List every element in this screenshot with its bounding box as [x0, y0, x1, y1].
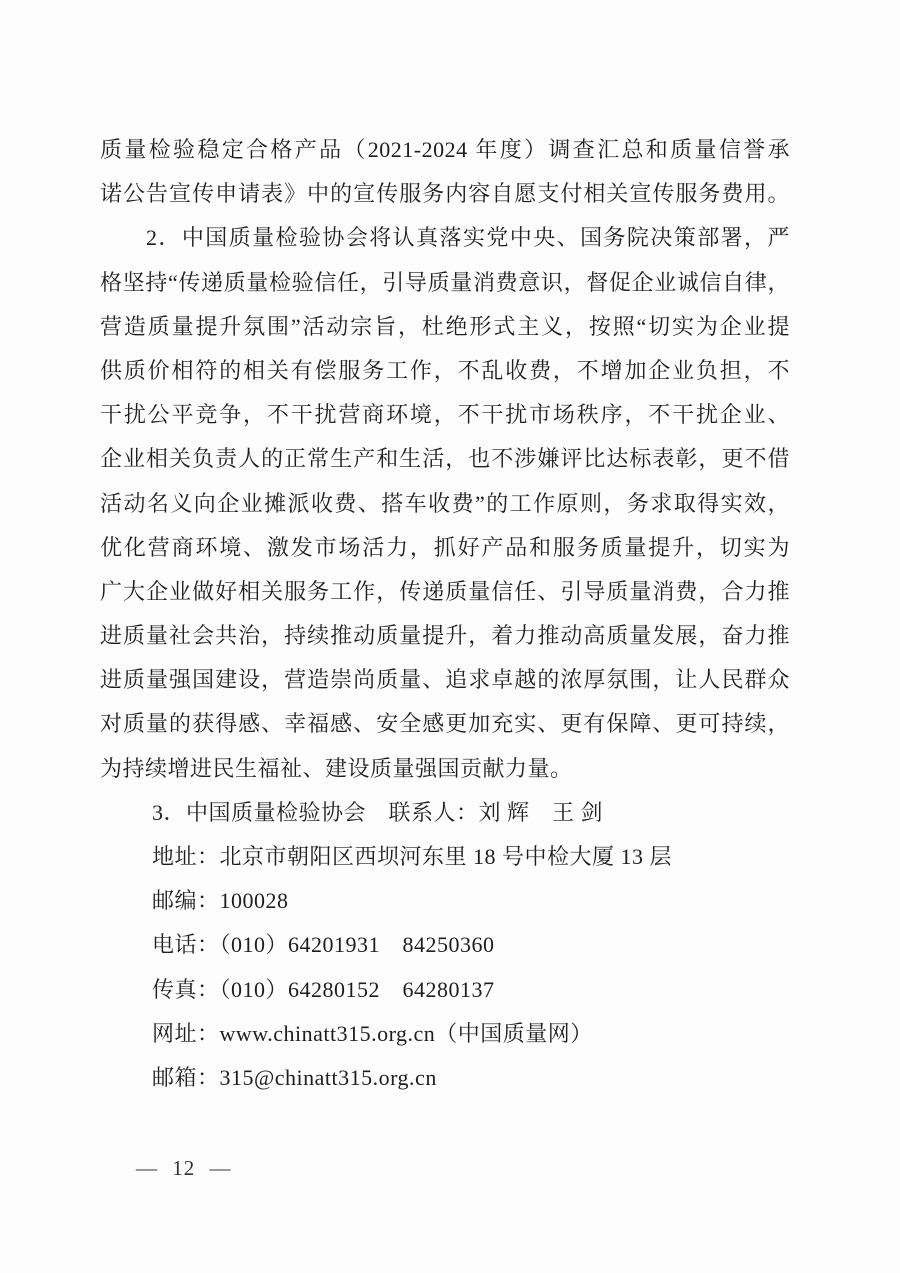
contact-email-line: 邮箱：315@chinatt315.org.cn [152, 1064, 437, 1090]
body-line: 诺公告宣传申请表》中的宣传服务内容自愿支付相关宣传服务费用。 [100, 181, 790, 207]
body-line: 格坚持“传递质量检验信任，引导质量消费意识，督促企业诚信自律， [100, 269, 790, 295]
body-line: 为持续增进民生福祉、建设质量强国贡献力量。 [100, 755, 573, 781]
document-body [100, 128, 790, 1100]
body-line: 干扰公平竞争，不干扰营商环境，不干扰市场秩序，不干扰企业、 [100, 402, 790, 428]
body-line: 2．中国质量检验协会将认真落实党中央、国务院决策部署，严 [146, 225, 790, 251]
body-line: 营造质量提升氛围”活动宗旨，杜绝形式主义，按照“切实为企业提 [100, 313, 790, 339]
contact-intro-line: 3．中国质量检验协会 联系人：刘 辉 王 剑 [152, 799, 604, 825]
body-line: 活动名义向企业摊派收费、搭车收费”的工作原则，务求取得实效， [100, 490, 790, 516]
contact-address-line: 地址：北京市朝阳区西坝河东里 18 号中检大厦 13 层 [152, 844, 673, 869]
contact-postcode-line: 邮编：100028 [152, 888, 289, 914]
body-line: 进质量强国建设，营造崇尚质量、追求卓越的浓厚氛围，让人民群众 [100, 667, 790, 693]
contact-phone-line: 电话：（010）64201931 84250360 [152, 932, 495, 958]
contact-website-line: 网址：www.chinatt315.org.cn（中国质量网） [152, 1020, 593, 1046]
body-line: 质量检验稳定合格产品（2021-2024 年度）调查汇总和质量信誉承 [100, 137, 790, 162]
body-line: 供质价相符的相关有偿服务工作，不乱收费，不增加企业负担，不 [100, 357, 790, 383]
body-line: 对质量的获得感、幸福感、安全感更加充实、更有保障、更可持续， [100, 711, 790, 737]
body-line: 进质量社会共治，持续推动质量提升，着力推动高质量发展，奋力推 [100, 623, 790, 649]
body-line: 优化营商环境、激发市场活力，抓好产品和服务质量提升，切实为 [100, 534, 790, 560]
body-line: 广大企业做好相关服务工作，传递质量信任、引导质量消费，合力推 [100, 578, 790, 604]
contact-fax-line: 传真：（010）64280152 64280137 [152, 976, 495, 1002]
body-line: 企业相关负责人的正常生产和生活，也不涉嫌评比达标表彰，更不借 [100, 446, 790, 472]
page-number: — 12 — [136, 1156, 232, 1180]
